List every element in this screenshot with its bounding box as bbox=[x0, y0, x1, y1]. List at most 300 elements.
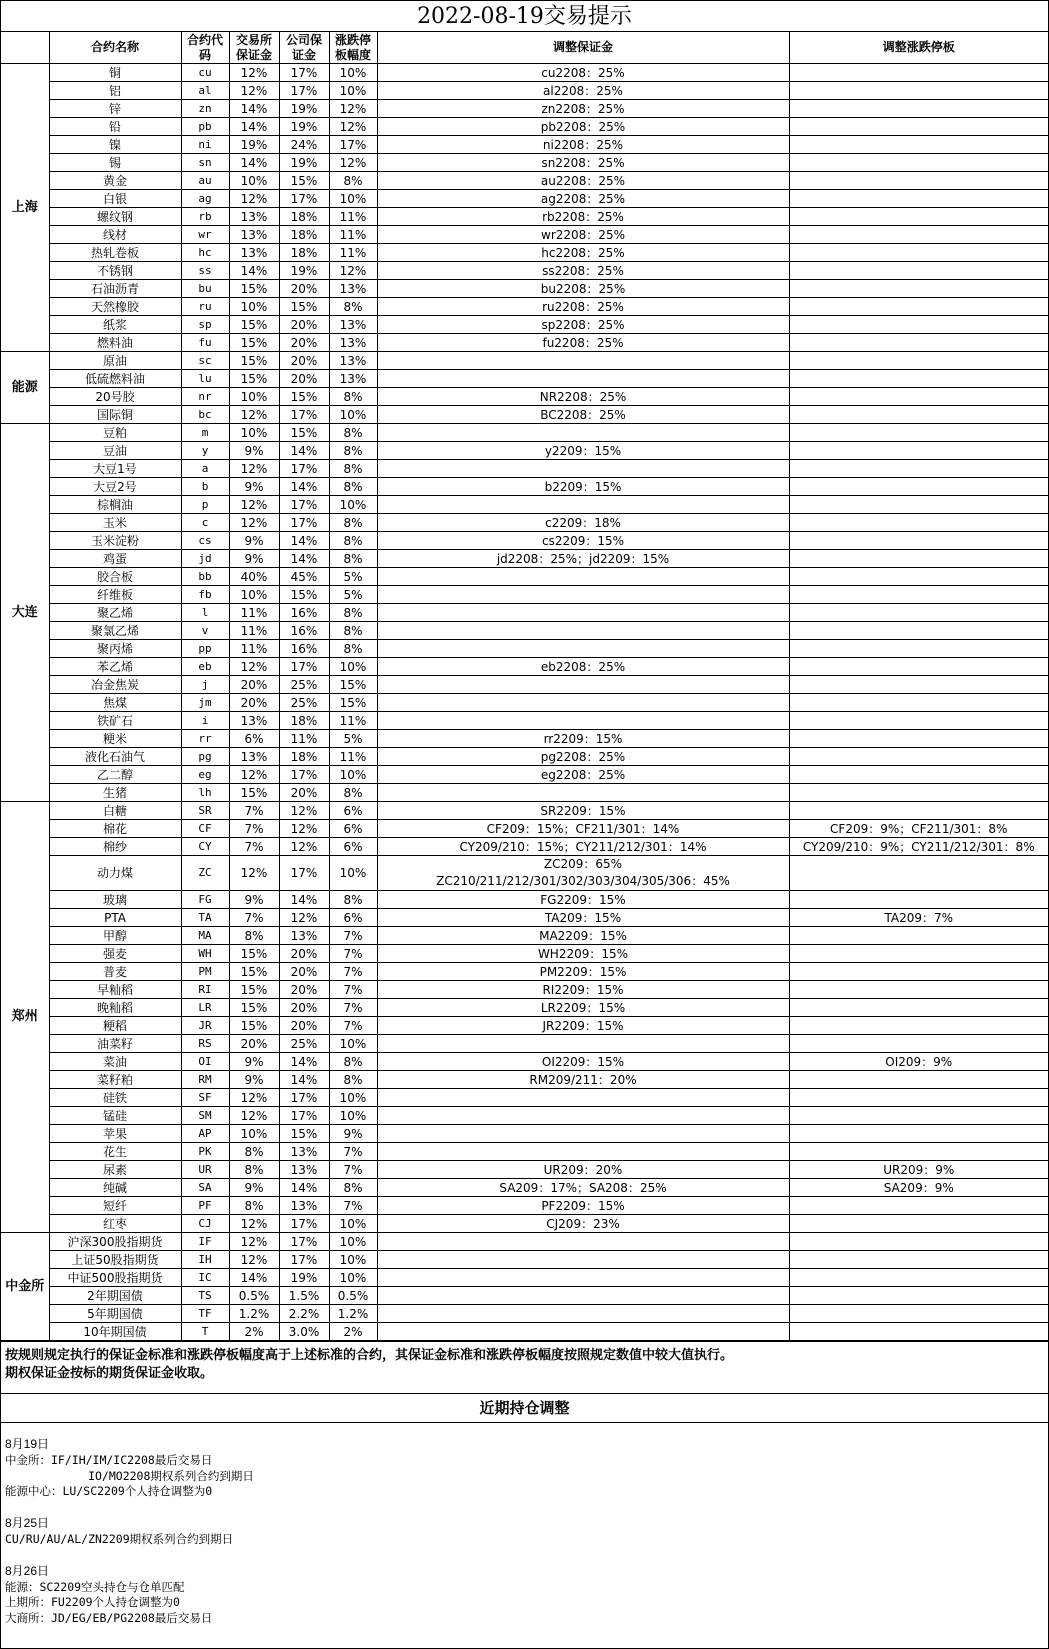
adjusted-margin-cell: BC2208：25% bbox=[377, 406, 789, 424]
limit-range-cell: 7% bbox=[329, 981, 377, 999]
adjusted-margin-cell: al2208：25% bbox=[377, 82, 789, 100]
limit-range-cell: 11% bbox=[329, 226, 377, 244]
adjusted-margin-cell: au2208：25% bbox=[377, 172, 789, 190]
table-row bbox=[1, 712, 1048, 730]
table-row bbox=[1, 1215, 1048, 1233]
company-margin-cell: 20% bbox=[279, 784, 329, 802]
limit-range-cell: 8% bbox=[329, 460, 377, 478]
company-margin-cell: 17% bbox=[279, 406, 329, 424]
table-row bbox=[1, 1179, 1048, 1197]
rule-note-line: 按规则规定执行的保证金标准和涨跌停板幅度高于上述标准的合约，其保证金标准和涨跌停板幅度按照规定数值中较大值执行。 bbox=[5, 1348, 734, 1363]
table-row bbox=[1, 532, 1048, 550]
table-row bbox=[1, 784, 1048, 802]
table-row bbox=[1, 927, 1048, 945]
contract-code-cell: eg bbox=[181, 766, 229, 784]
adjusted-limit-cell bbox=[789, 1305, 1048, 1323]
limit-range-cell: 10% bbox=[329, 190, 377, 208]
company-margin-cell: 20% bbox=[279, 370, 329, 388]
adjusted-limit-cell bbox=[789, 891, 1048, 909]
contract-code-cell: eb bbox=[181, 658, 229, 676]
contract-name-cell: 晚籼稻 bbox=[49, 999, 181, 1017]
contract-name-cell: 国际铜 bbox=[49, 406, 181, 424]
exchange-margin-cell: 12% bbox=[229, 1215, 279, 1233]
adjusted-limit-cell bbox=[789, 514, 1048, 532]
contract-name-cell: 苹果 bbox=[49, 1125, 181, 1143]
adjusted-margin-cell: CF209：15%；CF211/301：14% bbox=[377, 820, 789, 838]
limit-range-cell: 13% bbox=[329, 370, 377, 388]
table-row bbox=[1, 190, 1048, 208]
contract-code-cell: b bbox=[181, 478, 229, 496]
contract-code-cell: UR bbox=[181, 1161, 229, 1179]
company-margin-cell: 19% bbox=[279, 262, 329, 280]
adjusted-limit-cell bbox=[789, 298, 1048, 316]
exchange-margin-cell: 10% bbox=[229, 298, 279, 316]
company-margin-cell: 45% bbox=[279, 568, 329, 586]
contract-name-cell: 大豆1号 bbox=[49, 460, 181, 478]
adjusted-limit-cell: CF209：9%；CF211/301：8% bbox=[789, 820, 1048, 838]
adjusted-limit-cell bbox=[789, 388, 1048, 406]
adjusted-margin-cell: jd2208：25%；jd2209：15% bbox=[377, 550, 789, 568]
limit-range-cell: 8% bbox=[329, 604, 377, 622]
adjusted-margin-cell: rr2209：15% bbox=[377, 730, 789, 748]
contract-name-cell: 天然橡胶 bbox=[49, 298, 181, 316]
limit-range-cell: 7% bbox=[329, 999, 377, 1017]
adjusted-limit-cell: TA209：7% bbox=[789, 909, 1048, 927]
adjusted-limit-cell bbox=[789, 136, 1048, 154]
company-margin-cell: 17% bbox=[279, 190, 329, 208]
adjusted-limit-cell bbox=[789, 1251, 1048, 1269]
adjusted-margin-cell: PF2209：15% bbox=[377, 1197, 789, 1215]
header-limit-range: 涨跌停板幅度 bbox=[329, 32, 377, 64]
exchange-margin-cell: 8% bbox=[229, 1161, 279, 1179]
contract-code-cell: p bbox=[181, 496, 229, 514]
adjusted-margin-cell: FG2209：15% bbox=[377, 891, 789, 909]
adjusted-margin-cell bbox=[377, 1035, 789, 1053]
contract-name-cell: 鸡蛋 bbox=[49, 550, 181, 568]
company-margin-cell: 20% bbox=[279, 280, 329, 298]
recent-position-title: 近期持仓调整 bbox=[1, 1393, 1048, 1423]
company-margin-cell: 20% bbox=[279, 334, 329, 352]
adjusted-limit-cell bbox=[789, 64, 1048, 82]
contract-code-cell: nr bbox=[181, 388, 229, 406]
adjusted-margin-cell: RM209/211：20% bbox=[377, 1071, 789, 1089]
exchange-margin-cell: 9% bbox=[229, 532, 279, 550]
contract-code-cell: lu bbox=[181, 370, 229, 388]
table-row bbox=[1, 1053, 1048, 1071]
exchange-margin-cell: 12% bbox=[229, 64, 279, 82]
adjusted-margin-cell: SR2209：15% bbox=[377, 802, 789, 820]
limit-range-cell: 8% bbox=[329, 1179, 377, 1197]
limit-range-cell: 12% bbox=[329, 262, 377, 280]
adjusted-margin-cell bbox=[377, 1089, 789, 1107]
exchange-margin-cell: 11% bbox=[229, 604, 279, 622]
exchange-margin-cell: 20% bbox=[229, 694, 279, 712]
exchange-margin-cell: 11% bbox=[229, 622, 279, 640]
adjusted-limit-cell bbox=[789, 334, 1048, 352]
adjusted-margin-cell: sn2208：25% bbox=[377, 154, 789, 172]
company-margin-cell: 14% bbox=[279, 442, 329, 460]
limit-range-cell: 11% bbox=[329, 748, 377, 766]
contract-name-cell: 胶合板 bbox=[49, 568, 181, 586]
adjusted-margin-cell bbox=[377, 784, 789, 802]
company-margin-cell: 13% bbox=[279, 927, 329, 945]
company-margin-cell: 12% bbox=[279, 820, 329, 838]
table-row bbox=[1, 1035, 1048, 1053]
limit-range-cell: 8% bbox=[329, 784, 377, 802]
adjusted-margin-cell: cu2208：25% bbox=[377, 64, 789, 82]
recent-item-date: 8月25日 bbox=[5, 1516, 50, 1531]
adjusted-limit-cell bbox=[789, 1071, 1048, 1089]
contract-code-cell: LR bbox=[181, 999, 229, 1017]
adjusted-limit-cell bbox=[789, 370, 1048, 388]
adjusted-limit-cell bbox=[789, 981, 1048, 999]
contract-name-cell: 冶金焦炭 bbox=[49, 676, 181, 694]
limit-range-cell: 8% bbox=[329, 622, 377, 640]
adjusted-limit-cell bbox=[789, 658, 1048, 676]
table-row bbox=[1, 676, 1048, 694]
contract-name-cell: 玉米 bbox=[49, 514, 181, 532]
contract-code-cell: ss bbox=[181, 262, 229, 280]
contract-code-cell: ag bbox=[181, 190, 229, 208]
contract-name-cell: 纸浆 bbox=[49, 316, 181, 334]
contract-name-cell: 锰硅 bbox=[49, 1107, 181, 1125]
limit-range-cell: 10% bbox=[329, 406, 377, 424]
adjusted-limit-cell bbox=[789, 1089, 1048, 1107]
exchange-margin-cell: 12% bbox=[229, 1089, 279, 1107]
adjusted-limit-cell bbox=[789, 82, 1048, 100]
contract-name-cell: 纯碱 bbox=[49, 1179, 181, 1197]
rule-note-line: 期权保证金按标的期货保证金收取。 bbox=[5, 1366, 214, 1381]
table-row bbox=[1, 1071, 1048, 1089]
company-margin-cell: 20% bbox=[279, 999, 329, 1017]
contract-code-cell: au bbox=[181, 172, 229, 190]
table-row bbox=[1, 316, 1048, 334]
exchange-margin-cell: 15% bbox=[229, 334, 279, 352]
contract-code-cell: zn bbox=[181, 100, 229, 118]
recent-item-line: 中金所：IF/IH/IM/IC2208最后交易日 bbox=[5, 1452, 213, 1467]
company-margin-cell: 14% bbox=[279, 550, 329, 568]
company-margin-cell: 15% bbox=[279, 424, 329, 442]
exchange-margin-cell: 9% bbox=[229, 1179, 279, 1197]
limit-range-cell: 10% bbox=[329, 64, 377, 82]
adjusted-margin-cell: y2209：15% bbox=[377, 442, 789, 460]
exchange-margin-cell: 15% bbox=[229, 784, 279, 802]
contract-name-cell: 上证50股指期货 bbox=[49, 1251, 181, 1269]
adjusted-limit-cell bbox=[789, 927, 1048, 945]
company-margin-cell: 20% bbox=[279, 981, 329, 999]
header-contract-code: 合约代码 bbox=[181, 32, 229, 64]
table-row bbox=[1, 820, 1048, 838]
company-margin-cell: 15% bbox=[279, 1125, 329, 1143]
limit-range-cell: 10% bbox=[329, 1269, 377, 1287]
adjusted-limit-cell bbox=[789, 478, 1048, 496]
exchange-margin-cell: 13% bbox=[229, 226, 279, 244]
table-row bbox=[1, 568, 1048, 586]
limit-range-cell: 10% bbox=[329, 1233, 377, 1251]
adjusted-limit-cell bbox=[789, 784, 1048, 802]
table-row bbox=[1, 370, 1048, 388]
adjusted-margin-cell bbox=[377, 640, 789, 658]
adjusted-limit-cell bbox=[789, 244, 1048, 262]
table-row bbox=[1, 1305, 1048, 1323]
header-exchange-margin: 交易所保证金 bbox=[229, 32, 279, 64]
adjusted-limit-cell bbox=[789, 945, 1048, 963]
adjusted-margin-cell bbox=[377, 712, 789, 730]
margin-table bbox=[1, 32, 1048, 1341]
contract-code-cell: c bbox=[181, 514, 229, 532]
limit-range-cell: 7% bbox=[329, 963, 377, 981]
adjusted-margin-cell: sp2208：25% bbox=[377, 316, 789, 334]
exchange-margin-cell: 12% bbox=[229, 1233, 279, 1251]
exchange-margin-cell: 40% bbox=[229, 568, 279, 586]
adjusted-margin-cell bbox=[377, 1251, 789, 1269]
contract-name-cell: 聚氯乙烯 bbox=[49, 622, 181, 640]
adjusted-margin-cell: hc2208：25% bbox=[377, 244, 789, 262]
table-row bbox=[1, 100, 1048, 118]
company-margin-cell: 24% bbox=[279, 136, 329, 154]
contract-code-cell: pp bbox=[181, 640, 229, 658]
contract-name-cell: 白银 bbox=[49, 190, 181, 208]
contract-name-cell: 大豆2号 bbox=[49, 478, 181, 496]
table-row bbox=[1, 891, 1048, 909]
contract-name-cell: 黄金 bbox=[49, 172, 181, 190]
contract-name-cell: 2年期国债 bbox=[49, 1287, 181, 1305]
contract-code-cell: IF bbox=[181, 1233, 229, 1251]
adjusted-limit-cell bbox=[789, 730, 1048, 748]
adjusted-limit-cell bbox=[789, 406, 1048, 424]
limit-range-cell: 10% bbox=[329, 1035, 377, 1053]
recent-item bbox=[5, 1437, 1044, 1500]
exchange-margin-cell: 7% bbox=[229, 802, 279, 820]
adjusted-margin-cell bbox=[377, 1125, 789, 1143]
recent-item-date: 8月26日 bbox=[5, 1563, 50, 1578]
recent-position-list bbox=[1, 1423, 1048, 1627]
contract-name-cell: 花生 bbox=[49, 1143, 181, 1161]
adjusted-limit-cell bbox=[789, 1107, 1048, 1125]
table-row bbox=[1, 496, 1048, 514]
contract-code-cell: TF bbox=[181, 1305, 229, 1323]
company-margin-cell: 17% bbox=[279, 496, 329, 514]
header-adjusted-margin: 调整保证金 bbox=[377, 32, 789, 64]
company-margin-cell: 17% bbox=[279, 1251, 329, 1269]
exchange-margin-cell: 15% bbox=[229, 1017, 279, 1035]
limit-range-cell: 7% bbox=[329, 927, 377, 945]
exchange-margin-cell: 9% bbox=[229, 1071, 279, 1089]
contract-code-cell: cs bbox=[181, 532, 229, 550]
table-row bbox=[1, 658, 1048, 676]
contract-code-cell: RI bbox=[181, 981, 229, 999]
contract-code-cell: l bbox=[181, 604, 229, 622]
exchange-margin-cell: 12% bbox=[229, 190, 279, 208]
contract-name-cell: 纤维板 bbox=[49, 586, 181, 604]
limit-range-cell: 8% bbox=[329, 550, 377, 568]
exchange-margin-cell: 10% bbox=[229, 172, 279, 190]
contract-name-cell: PTA bbox=[49, 909, 181, 927]
limit-range-cell: 6% bbox=[329, 909, 377, 927]
contract-code-cell: cu bbox=[181, 64, 229, 82]
table-row bbox=[1, 244, 1048, 262]
company-margin-cell: 18% bbox=[279, 244, 329, 262]
header-contract-name: 合约名称 bbox=[49, 32, 181, 64]
table-row bbox=[1, 640, 1048, 658]
table-row bbox=[1, 586, 1048, 604]
recent-item-line: CU/RU/AU/AL/ZN2209期权系列合约到期日 bbox=[5, 1531, 234, 1546]
exchange-margin-cell: 14% bbox=[229, 262, 279, 280]
limit-range-cell: 1.2% bbox=[329, 1305, 377, 1323]
exchange-margin-cell: 9% bbox=[229, 1053, 279, 1071]
exchange-margin-cell: 8% bbox=[229, 927, 279, 945]
adjusted-limit-cell bbox=[789, 208, 1048, 226]
company-margin-cell: 15% bbox=[279, 586, 329, 604]
limit-range-cell: 15% bbox=[329, 694, 377, 712]
limit-range-cell: 5% bbox=[329, 730, 377, 748]
contract-code-cell: sc bbox=[181, 352, 229, 370]
adjusted-limit-cell bbox=[789, 442, 1048, 460]
company-margin-cell: 13% bbox=[279, 1143, 329, 1161]
limit-range-cell: 7% bbox=[329, 1143, 377, 1161]
adjusted-limit-cell bbox=[789, 766, 1048, 784]
limit-range-cell: 7% bbox=[329, 1161, 377, 1179]
contract-name-cell: 不锈钢 bbox=[49, 262, 181, 280]
adjusted-margin-cell: JR2209：15% bbox=[377, 1017, 789, 1035]
adjusted-margin-cell bbox=[377, 568, 789, 586]
contract-code-cell: jm bbox=[181, 694, 229, 712]
company-margin-cell: 20% bbox=[279, 316, 329, 334]
exchange-margin-cell: 12% bbox=[229, 1107, 279, 1125]
company-margin-cell: 17% bbox=[279, 82, 329, 100]
exchange-margin-cell: 20% bbox=[229, 676, 279, 694]
contract-name-cell: 中证500股指期货 bbox=[49, 1269, 181, 1287]
exchange-margin-cell: 15% bbox=[229, 316, 279, 334]
contract-name-cell: 原油 bbox=[49, 352, 181, 370]
adjusted-margin-cell bbox=[377, 586, 789, 604]
contract-code-cell: y bbox=[181, 442, 229, 460]
exchange-margin-cell: 8% bbox=[229, 1197, 279, 1215]
contract-name-cell: 早籼稻 bbox=[49, 981, 181, 999]
exchange-margin-cell: 14% bbox=[229, 154, 279, 172]
limit-range-cell: 12% bbox=[329, 100, 377, 118]
contract-name-cell: 普麦 bbox=[49, 963, 181, 981]
company-margin-cell: 17% bbox=[279, 514, 329, 532]
company-margin-cell: 17% bbox=[279, 1107, 329, 1125]
adjusted-margin-cell: PM2209：15% bbox=[377, 963, 789, 981]
recent-item bbox=[5, 1516, 1044, 1548]
adjusted-limit-cell bbox=[789, 1143, 1048, 1161]
adjusted-margin-cell: eb2208：25% bbox=[377, 658, 789, 676]
contract-name-cell: 10年期国债 bbox=[49, 1323, 181, 1341]
limit-range-cell: 17% bbox=[329, 136, 377, 154]
limit-range-cell: 8% bbox=[329, 424, 377, 442]
exchange-cell: 郑州 bbox=[1, 802, 49, 1233]
adjusted-margin-cell bbox=[377, 370, 789, 388]
contract-name-cell: 锡 bbox=[49, 154, 181, 172]
contract-name-cell: 玻璃 bbox=[49, 891, 181, 909]
company-margin-cell: 17% bbox=[279, 64, 329, 82]
adjusted-margin-cell bbox=[377, 352, 789, 370]
contract-name-cell: 粳米 bbox=[49, 730, 181, 748]
limit-range-cell: 15% bbox=[329, 676, 377, 694]
contract-name-cell: 菜油 bbox=[49, 1053, 181, 1071]
limit-range-cell: 8% bbox=[329, 172, 377, 190]
recent-item-line: 能源：SC2209空头持仓与仓单匹配 bbox=[5, 1579, 185, 1594]
company-margin-cell: 19% bbox=[279, 100, 329, 118]
company-margin-cell: 1.5% bbox=[279, 1287, 329, 1305]
adjusted-margin-cell: cs2209：15% bbox=[377, 532, 789, 550]
contract-name-cell: 动力煤 bbox=[49, 856, 181, 891]
exchange-margin-cell: 15% bbox=[229, 963, 279, 981]
limit-range-cell: 8% bbox=[329, 532, 377, 550]
limit-range-cell: 7% bbox=[329, 1017, 377, 1035]
contract-name-cell: 豆油 bbox=[49, 442, 181, 460]
table-row bbox=[1, 856, 1048, 891]
contract-name-cell: 线材 bbox=[49, 226, 181, 244]
company-margin-cell: 17% bbox=[279, 766, 329, 784]
adjusted-limit-cell bbox=[789, 226, 1048, 244]
exchange-margin-cell: 15% bbox=[229, 981, 279, 999]
company-margin-cell: 12% bbox=[279, 838, 329, 856]
adjusted-limit-cell bbox=[789, 694, 1048, 712]
exchange-margin-cell: 12% bbox=[229, 460, 279, 478]
exchange-margin-cell: 12% bbox=[229, 1251, 279, 1269]
adjusted-margin-cell: CY209/210：15%；CY211/212/301：14% bbox=[377, 838, 789, 856]
company-margin-cell: 19% bbox=[279, 118, 329, 136]
recent-item-line: 上期所：FU2209个人持仓调整为0 bbox=[5, 1595, 180, 1610]
contract-code-cell: SF bbox=[181, 1089, 229, 1107]
contract-name-cell: 苯乙烯 bbox=[49, 658, 181, 676]
table-row bbox=[1, 64, 1048, 82]
contract-name-cell: 菜籽粕 bbox=[49, 1071, 181, 1089]
adjusted-margin-cell: MA2209：15% bbox=[377, 927, 789, 945]
limit-range-cell: 5% bbox=[329, 568, 377, 586]
table-row bbox=[1, 1251, 1048, 1269]
contract-code-cell: AP bbox=[181, 1125, 229, 1143]
table-row bbox=[1, 945, 1048, 963]
contract-code-cell: FG bbox=[181, 891, 229, 909]
exchange-margin-cell: 12% bbox=[229, 856, 279, 891]
limit-range-cell: 10% bbox=[329, 1107, 377, 1125]
adjusted-limit-cell bbox=[789, 640, 1048, 658]
contract-name-cell: 油菜籽 bbox=[49, 1035, 181, 1053]
contract-name-cell: 红枣 bbox=[49, 1215, 181, 1233]
adjusted-limit-cell: CY209/210：9%；CY211/212/301：8% bbox=[789, 838, 1048, 856]
limit-range-cell: 13% bbox=[329, 334, 377, 352]
table-row bbox=[1, 802, 1048, 820]
exchange-margin-cell: 13% bbox=[229, 712, 279, 730]
exchange-margin-cell: 13% bbox=[229, 244, 279, 262]
contract-code-cell: PF bbox=[181, 1197, 229, 1215]
adjusted-margin-cell: NR2208：25% bbox=[377, 388, 789, 406]
table-row bbox=[1, 766, 1048, 784]
adjusted-limit-cell: SA209：9% bbox=[789, 1179, 1048, 1197]
table-row bbox=[1, 748, 1048, 766]
recent-item-line: IO/MO2208期权系列合约到期日 bbox=[5, 1468, 254, 1483]
limit-range-cell: 10% bbox=[329, 82, 377, 100]
contract-code-cell: m bbox=[181, 424, 229, 442]
exchange-margin-cell: 9% bbox=[229, 891, 279, 909]
exchange-margin-cell: 0.5% bbox=[229, 1287, 279, 1305]
company-margin-cell: 20% bbox=[279, 963, 329, 981]
limit-range-cell: 8% bbox=[329, 514, 377, 532]
company-margin-cell: 25% bbox=[279, 694, 329, 712]
table-row bbox=[1, 1143, 1048, 1161]
table-row bbox=[1, 172, 1048, 190]
exchange-margin-cell: 2% bbox=[229, 1323, 279, 1341]
adjusted-limit-cell bbox=[789, 963, 1048, 981]
adjusted-limit-cell bbox=[789, 1287, 1048, 1305]
company-margin-cell: 18% bbox=[279, 712, 329, 730]
recent-item-line: 大商所：JD/EG/EB/PG2208最后交易日 bbox=[5, 1611, 213, 1626]
company-margin-cell: 19% bbox=[279, 154, 329, 172]
